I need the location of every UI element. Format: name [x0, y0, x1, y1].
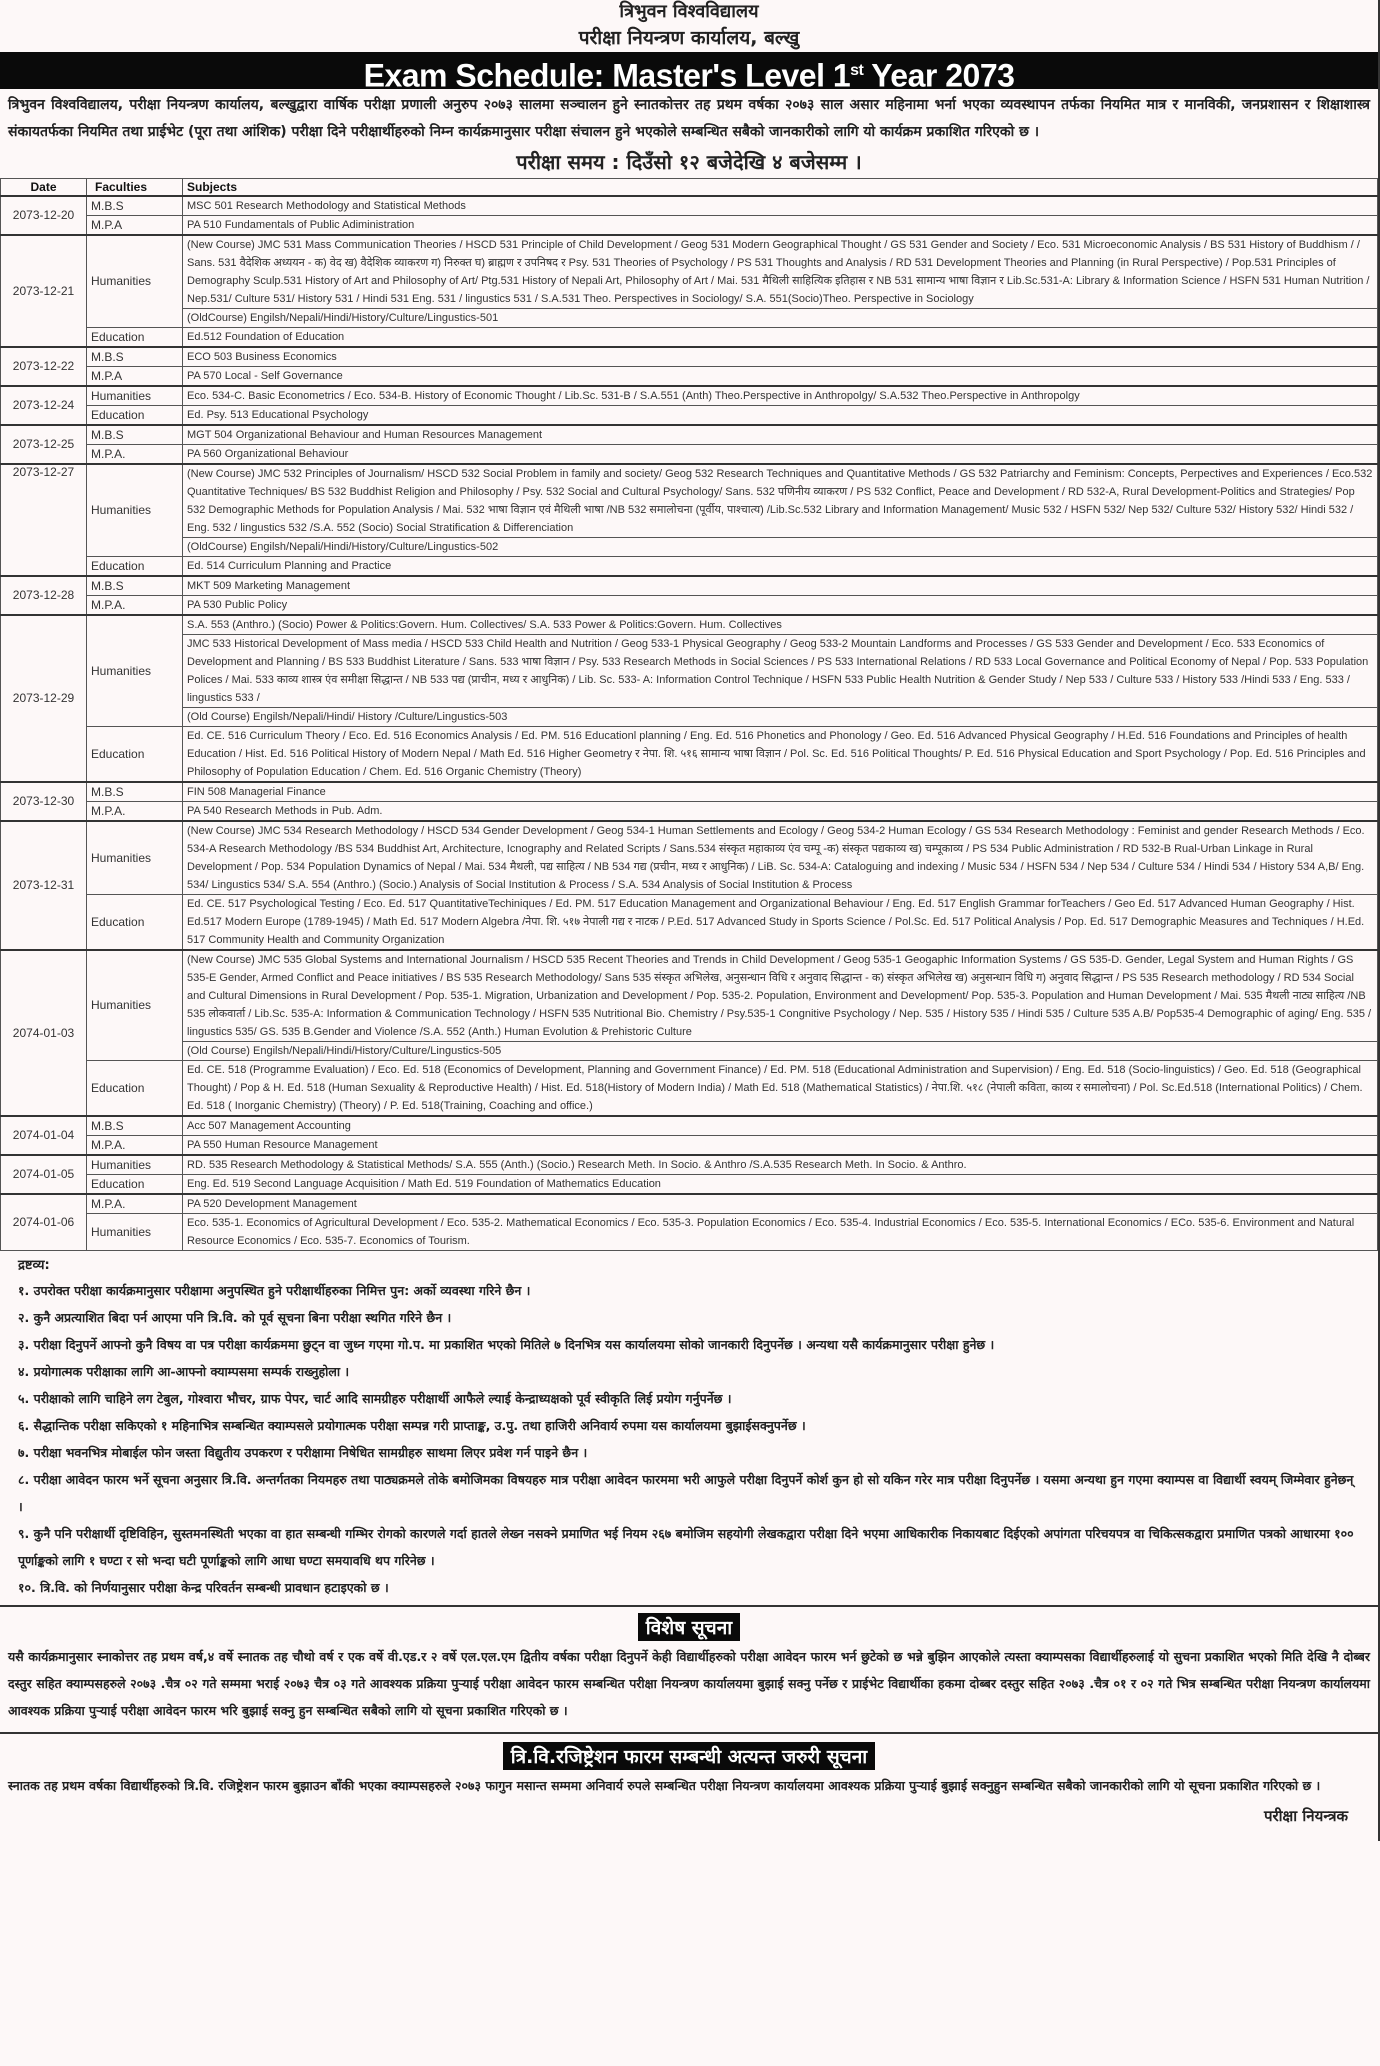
subject-cell: RD. 535 Research Methodology & Statistical Methods/ S.A. 555 (Anth.) (Socio.) Research Meth. In Socio. & Anthro /S.A.535 Research Meth. In Socio. & Anthro. [183, 1155, 1378, 1175]
table-row [1, 556, 1378, 576]
table-header-row [1, 179, 1378, 196]
faculty-cell: M.B.S [87, 425, 183, 445]
subject-cell: (New Course) JMC 532 Principles of Journalism/ HSCD 532 Social Problem in family and society/ Geog 532 Research Techniques and Quantitative Methods / GS 532 Patriarchy and Feminism: Concepts, Perpectives and Experiences / Eco.532 Quantitative Techniques/ BS 532 Buddhist Religion and Philosophy / Psy. 532 Social and Cultural Psychology/ Sans. 532 पणिनीय व्याकरण / PS 532 Conflict, Peace and Development / RD 532-A, Rural Development-Politics and Strategies/ Pop 532 Demographic Methods for Population Analysis / Mai. 532 भाषा विज्ञान एवं मैथिली भाषा /NB 532 समालोचना (पूर्वीय, पाश्चात्य) /Lib.Sc.532 Library and Information Management/ Music 532 / HSFN 532/ Nep 532/ Culture 532/ History 532/ Hindi 532 / Eng. 532 / lingustics 532 /S.A. 552 (Socio) Social Stratification & Differenciation [183, 464, 1378, 538]
table-row [1, 1155, 1378, 1175]
note-item: ७. परीक्षा भवनभित्र मोबाईल फोन जस्ता विद्युतीय उपकरण र परीक्षामा निषेधित सामग्रीहरु साथमा लिएर प्रवेश गर्न पाइने छैन । [18, 1444, 588, 1460]
note-item: ८. परीक्षा आवेदन फारम भर्ने सूचना अनुसार त्रि.वि. अन्तर्गतका नियमहरु तथा पाठ्यक्रमले तोके बमोजिमका विषयहरु मात्र परीक्षा आवेदन फारममा भरी आफुले परीक्षा दिनुपर्ने कोर्श कुन हो सो यकिन गरेर मात्र परीक्षा दिनुपर्नेछ । यसमा अन्यथा हुन गएमा क्याम्पस वा विद्यार्थी स्वयम् जिम्मेवार हुनेछन् । [18, 1471, 1354, 1514]
table-row [1, 576, 1378, 596]
table-row [1, 1116, 1378, 1136]
subject-cell: Acc 507 Management Accounting [183, 1116, 1378, 1136]
note-item: ६. सैद्धान्तिक परीक्षा सकिएको १ महिनाभित्र सम्बन्धित क्याम्पसले प्रयोगात्मक परीक्षा सम्पन्न गरी प्राप्ताङ्क, उ.पु. तथा हाजिरी अनिवार्य रुपमा यस कार्यालयमा बुझाईसक्नुपर्नेछ । [18, 1417, 806, 1433]
table-row [1, 950, 1378, 1042]
faculty-cell: Education [87, 405, 183, 425]
subject-cell: PA 550 Human Resource Management [183, 1135, 1378, 1155]
date-cell: 2073-12-25 [1, 425, 87, 464]
intro-paragraph: त्रिभुवन विश्वविद्यालय, परीक्षा नियन्त्रण कार्यालय, बल्खुद्वारा वार्षिक परीक्षा प्रणाली अनुरुप २०७३ सालमा सञ्चालन हुने स्नातकोत्तर तह प्रथम वर्षका २०७३ साल असार महिनामा भर्ना भएका व्यवस्थापन तर्फका नियमित मात्र र मानविकी, जनप्रशासन र शिक्षाशास्त्र संकायतर्फका नियमित तथा प्राईभेट (पूरा तथा आंशिक) परीक्षा दिने परीक्षार्थीहरुको निम्न कार्यक्रमानुसार परीक्षा संचालन हुने भएकोले सम्बन्धित सबैको जानकारीको लागि यो कार्यक्रम प्रकाशित गरिएको छ । [8, 97, 1370, 140]
faculty-cell: Education [87, 894, 183, 950]
faculty-cell: Education [87, 726, 183, 782]
title-main: Exam Schedule: Master's Level 1 [363, 57, 851, 94]
subject-cell: Ed. CE. 517 Psychological Testing / Eco. Ed. 517 QuantitativeTechiniques / Ed. PM. 517 Education Management and Organizational Behaviour / Eng. Ed. 517 English Grammar forTeachers / Geo Ed. 517 Advanced Human Geography / Hist. Ed.517 Modern Europe (1789-1945) / Math Ed. 517 Modern Algebra /नेपा. शि. ५१७ नेपाली गद्य र नाटक / P.Ed. 517 Advanced Study in Sports Science / Pol.Sc. Ed. 517 Political Analysis / Pop. Ed. 517 Demographic Measures and Techniques / H.Ed. 517 Community Health and Community Organization [183, 894, 1378, 950]
subject-cell: MKT 509 Marketing Management [183, 576, 1378, 596]
table-row [1, 894, 1378, 950]
subject-cell: PA 570 Local - Self Governance [183, 366, 1378, 386]
date-cell: 2073-12-22 [1, 347, 87, 386]
table-row [1, 196, 1378, 216]
note-item: २. कुनै अप्रत्याशित बिदा पर्न आएमा पनि त्रि.वि. को पूर्व सूचना बिना परीक्षा स्थगित गरिने छैन । [18, 1309, 452, 1325]
subject-cell: PA 520 Development Management [183, 1194, 1378, 1214]
table-row [1, 537, 1378, 556]
subject-cell: (Old Course) Engilsh/Nepali/Hindi/History/Culture/Lingustics-505 [183, 1041, 1378, 1060]
special-notice-title: विशेष सूचना [638, 1613, 740, 1641]
table-row [1, 1213, 1378, 1250]
subject-cell: (New Course) JMC 535 Global Systems and International Journalism / HSCD 535 Recent Theories and Trends in Child Development / Geog 535-1 Geogaphic Information Systems / GS 535-D. Gender, Legal System and Human Rights / GS 535-E Gender, Armed Conflict and Peace initiatives / BS 535 Research Methodology/ Sans 535 संस्कृत अभिलेख, अनुसन्धान विधि र अनुवाद सिद्धान्त - क) संस्कृत अभिलेख ख) अनुसन्धान विधि ग) अनुवाद सिद्धान्त / PS 535 Research methodology / RD 534 Social and Cultural Dimensions in Rural Development / Pop. 535-1. Migration, Urbanization and Development / Pop. 535-2. Population, Environment and Development/ Pop. 535-3. Population and Human Development / Mai. 535 मैथली नाट्य साहित्य /NB 535 लोकवार्ता / Lib.Sc. 535-A: Information & Communication Technology / HSFN 535 Nutritional Bio. Chemistry / Psy.535-1 Congnitive Psychology / Nep. 535 / History 535 / Hindi 535 / Culture 535 A.B/ Pop535-4 Demographic of aging/ Eng. 535 / lingustics 535/ GS. 535 B.Gender and Violence /S.A. 552 (Anth.) Human Evolution & Prehistoric Culture [183, 950, 1378, 1042]
table-row [1, 726, 1378, 782]
faculty-cell: M.P.A. [87, 801, 183, 821]
date-cell: 2073-12-27 [1, 464, 87, 576]
date-cell: 2073-12-31 [1, 821, 87, 950]
notes-section [0, 1251, 1378, 1601]
special-notice-heading [0, 1613, 1378, 1641]
section-divider [0, 1732, 1378, 1734]
table-row [1, 366, 1378, 386]
faculty-cell: Education [87, 327, 183, 347]
faculty-cell: Humanities [87, 1155, 183, 1175]
date-cell: 2074-01-04 [1, 1116, 87, 1155]
subject-cell: FIN 508 Managerial Finance [183, 782, 1378, 802]
subject-cell: PA 560 Organizational Behaviour [183, 444, 1378, 464]
subject-cell: JMC 533 Historical Development of Mass media / HSCD 533 Child Health and Nutrition / Geog 533-1 Physical Geography / Geog 533-2 Mountain Landforms and Processes / GS 533 Gender and Development / Eco. 533 Economics of Development and Planning / BS 533 Buddhist Literature / Sans. 533 भाषा विज्ञान / Psy. 533 Research Methods in Social Sciences / PS 533 International Relations / RD 533 Local Governance and Political Economy of Nepal / Pop. 533 Population Polices / Mai. 533 काव्य शास्त्र एंव समीक्षा सिद्धान्त / NB 533 पद्य (प्राचीन, मध्य र आधुनिक) / Lib. Sc. 533- A: Information Control Technique / HSFN 533 Public Health Nutrition & Gender Study / Nep 533 / Culture 533 / History 533 /Hindi 533 / Eng. 533 / lingustics 533 / [183, 634, 1378, 707]
date-cell: 2073-12-30 [1, 782, 87, 821]
table-row [1, 405, 1378, 425]
date-cell: 2073-12-24 [1, 386, 87, 425]
title-year: Year 2073 [863, 57, 1015, 94]
subject-cell: Ed. Psy. 513 Educational Psychology [183, 405, 1378, 425]
subject-cell: Eco. 534-C. Basic Econometrics / Eco. 534-B. History of Economic Thought / Lib.Sc. 531-B / S.A.551 (Anth) Theo.Perspective in Anthropolgy/ S.A.532 Theo.Perspective in Anthropolgy [183, 386, 1378, 406]
date-cell: 2073-12-29 [1, 615, 87, 782]
office-name: परीक्षा नियन्त्रण कार्यालय, बल्खु [578, 27, 800, 49]
table-row [1, 1041, 1378, 1060]
date-cell: 2074-01-06 [1, 1194, 87, 1251]
title-superscript: st [850, 62, 864, 79]
note-item: ५. परीक्षाको लागि चाहिने लग टेबुल, गोश्वारा भौचर, ग्राफ पेपर, चार्ट आदि सामग्रीहरु परीक्षार्थी आफैले ल्याई केन्द्राध्यक्षको पूर्व स्वीकृति लिई प्रयोग गर्नुपर्नेछ । [18, 1390, 732, 1406]
subject-cell: PA 530 Public Policy [183, 595, 1378, 615]
subject-cell: ECO 503 Business Economics [183, 347, 1378, 367]
faculty-cell: Humanities [87, 386, 183, 406]
table-row [1, 801, 1378, 821]
exam-time: परीक्षा समय : दिउँसो १२ बजेदेखि ४ बजेसम्म । [516, 150, 862, 174]
subject-cell: Ed.512 Foundation of Education [183, 327, 1378, 347]
faculty-cell: Education [87, 556, 183, 576]
page-title [0, 52, 1378, 94]
table-row [1, 615, 1378, 635]
table-row [1, 386, 1378, 406]
date-cell: 2073-12-21 [1, 235, 87, 347]
date-cell: 2073-12-28 [1, 576, 87, 615]
note-item: १. उपरोक्त परीक्षा कार्यक्रमानुसार परीक्षामा अनुपस्थित हुने परीक्षार्थीहरुका निमित्त पुन: अर्को व्यवस्था गरिने छैन । [18, 1282, 531, 1298]
faculty-cell: Humanities [87, 950, 183, 1061]
header-date: Date [1, 179, 87, 196]
table-row [1, 1174, 1378, 1194]
faculty-cell: M.B.S [87, 347, 183, 367]
faculty-cell: M.B.S [87, 1116, 183, 1136]
subject-cell: Eng. Ed. 519 Second Language Acquisition / Math Ed. 519 Foundation of Mathematics Education [183, 1174, 1378, 1194]
table-row [1, 215, 1378, 235]
faculty-cell: M.B.S [87, 576, 183, 596]
table-row [1, 444, 1378, 464]
subject-cell: MGT 504 Organizational Behaviour and Human Resources Management [183, 425, 1378, 445]
table-row [1, 235, 1378, 309]
table-row [1, 595, 1378, 615]
faculty-cell: M.P.A. [87, 1135, 183, 1155]
date-cell: 2074-01-03 [1, 950, 87, 1116]
subject-cell: (OldCourse) Engilsh/Nepali/Hindi/History/Culture/Lingustics-501 [183, 308, 1378, 327]
registration-notice-title: त्रि.वि.रजिष्ट्रेशन फारम सम्बन्धी अत्यन्त जरुरी सूचना [503, 1742, 875, 1770]
subject-cell: MSC 501 Research Methodology and Statistical Methods [183, 196, 1378, 216]
subject-cell: (OldCourse) Engilsh/Nepali/Hindi/History/Culture/Lingustics-502 [183, 537, 1378, 556]
faculty-cell: M.B.S [87, 782, 183, 802]
subject-cell: (Old Course) Engilsh/Nepali/Hindi/ History /Culture/Lingustics-503 [183, 707, 1378, 726]
faculty-cell: Humanities [87, 464, 183, 557]
table-row [1, 707, 1378, 726]
table-row [1, 634, 1378, 707]
university-name: त्रिभुवन विश्वविद्यालय [619, 1, 759, 22]
table-row [1, 308, 1378, 327]
table-row [1, 425, 1378, 445]
header-subjects: Subjects [183, 179, 1378, 196]
section-divider [0, 1605, 1378, 1607]
faculty-cell: Education [87, 1174, 183, 1194]
subject-cell: (New Course) JMC 531 Mass Communication Theories / HSCD 531 Principle of Child Development / Geog 531 Modern Geographical Thought / GS 531 Gender and Society / Eco. 531 Microeconomic Analysis / BS 531 History of Buddhism / / Sans. 531 वैदेशिक अध्ययन - क) वेद ख) वैदेशिक व्याकरण ग) निरुक्त घ) ब्राह्मण र उपनिषद र Psy. 531 Theories of Psychology / PS 531 Thoughts and Analysis / RD 531 Development Theories and Planning (in Rural Perspective) / Pop.531 Principles of Demography Sculp.531 History of Art and Philosophy of Art/ Ptg.531 History of Nepali Art, Philosophy of Art / Mai. 531 मैथिली साहित्यिक इतिहास र NB 531 सामान्य भाषा विज्ञान र Lib.Sc.531-A: Library & Information Science / HSFN 531 Human Nutrition / Nep.531/ Culture 531/ History 531 / Hindi 531 Eng. 531 / lingustics 531 / S.A.531 Theo. Perspectives in Sociology/ S.A. 551(Socio)Theo. Perspective in Sociology [183, 235, 1378, 309]
table-row [1, 782, 1378, 802]
registration-notice-text: स्नातक तह प्रथम वर्षका विद्यार्थीहरुको त्रि.वि. रजिष्ट्रेशन फारम बुझाउन बाँकी भएका क्याम्पसहरुले २०७३ फागुन मसान्त सम्ममा अनिवार्य रुपले सम्बन्धित परीक्षा नियन्त्रण कार्यालयमा आवश्यक प्रक्रिया पुऱ्याई बुझाई सक्नुहुन सम्बन्धित सबैको जानकारीको लागि यो सूचना प्रकाशित गरिएको छ । [8, 1777, 1321, 1793]
table-row [1, 347, 1378, 367]
faculty-cell: Education [87, 1060, 183, 1116]
header-faculties: Faculties [87, 179, 183, 196]
faculty-cell: Humanities [87, 235, 183, 328]
subject-cell: Ed. 514 Curriculum Planning and Practice [183, 556, 1378, 576]
registration-notice-heading [0, 1742, 1378, 1770]
faculty-cell: M.B.S [87, 196, 183, 216]
subject-cell: Ed. CE. 516 Curriculum Theory / Eco. Ed. 516 Economics Analysis / Ed. PM. 516 Educationl planning / Eng. Ed. 516 Phonetics and Phonology / Geo. Ed. 516 Advanced Physical Geography / H.Ed. 516 Foundations and Principles of health Education / Hist. Ed. 516 Political History of Modern Nepal / Math Ed. 516 Higher Geometry र नेपा. शि. ५१६ सामान्य भाषा विज्ञान / Pol. Sc. Ed. 516 Political Thoughts/ P. Ed. 516 Physical Education and Sport Psychology / Pop. Ed. 516 Principles and Philosophy of Population Education / Chem. Ed. 516 Organic Chemistry (Theory) [183, 726, 1378, 782]
signature: परीक्षा नियन्त्रक [1264, 1806, 1348, 1825]
note-item: ४. प्रयोगात्मक परीक्षाका लागि आ-आफ्नो क्याम्पसमा सम्पर्क राख्नुहोला । [18, 1363, 350, 1379]
subject-cell: PA 510 Fundamentals of Public Adiministration [183, 215, 1378, 235]
table-row [1, 1060, 1378, 1116]
faculty-cell: M.P.A. [87, 444, 183, 464]
table-row [1, 821, 1378, 895]
faculty-cell: Humanities [87, 615, 183, 727]
subject-cell: Ed. CE. 518 (Programme Evaluation) / Eco. Ed. 518 (Economics of Development, Planning and Government Finance) / Ed. PM. 518 (Educational Administration and Supervision) / Eng. Ed. 518 (Socio-linguistics) / Geo. Ed. 518 (Geographical Thought) / Pop & H. Ed. 518 (Human Sexuality & Reproductive Health) / Hist. Ed. 518(History of Modern India) / Math Ed. 518 (Mathematical Statistics) / नेपा.शि. ५१८ (नेपाली कविता, काव्य र समालोचना) / Pol. Sc.Ed.518 (International Politics) / Chem. Ed. 518 ( Inorganic Chemistry) (Theory) / P. Ed. 518(Training, Coaching and office.) [183, 1060, 1378, 1116]
subject-cell: (New Course) JMC 534 Research Methodology / HSCD 534 Gender Development / Geog 534-1 Human Settlements and Ecology / Geog 534-2 Human Ecology / GS 534 Research Methodology : Feminist and gender Research Methods / Eco. 534-A Research Methodology /BS 534 Buddhist Art, Architecture, Icnography and Related Scripts / Sans.534 संस्कृत महाकाव्य एंव चम्पू -क) संस्कृत पद्यकाव्य ख) चम्पूकाव्य / PS 534 Public Administration / RD 532-B Rual-Urban Linkage in Rural Development / Pop. 534 Population Dynamics of Nepal / Mai. 534 मैथली, पद्य साहित्य / NB 534 गद्य (प्रचीन, मध्य र आधुनिक) / LiB. Sc. 534-A: Cataloguing and indexing / Music 534 / HSFN 534 / Nep 534 / Culture 534 / Hindi 534 / History 534 A,B/ Eng. 534/ Lingustics 534/ S.A. 554 (Anthro.) (Socio.) Analysis of Social Institution & Process / S.A. 534 Analysis of Social Institution & Process [183, 821, 1378, 895]
table-row [1, 1194, 1378, 1214]
faculty-cell: M.P.A. [87, 1194, 183, 1214]
faculty-cell: Humanities [87, 1213, 183, 1250]
table-row [1, 464, 1378, 538]
table-row [1, 327, 1378, 347]
faculty-cell: M.P.A [87, 215, 183, 235]
faculty-cell: M.P.A. [87, 595, 183, 615]
special-notice-text: यसै कार्यक्रमानुसार स्नाकोत्तर तह प्रथम वर्ष,४ वर्षे स्नातक तह चौथो वर्ष र एक वर्षे वी.एड.र २ वर्षे एल.एल.एम द्वितीय वर्षका परीक्षा दिनुपर्ने केही विद्यार्थीहरुको परीक्षा आवेदन फारम भर्न छुटेको छ भन्ने बुझिन आएकोले त्यस्ता क्याम्पसका विद्यार्थीहरुलाई यो सुचना प्रकाशित भएको मिति देखि नै दोब्बर दस्तुर सहित क्याम्पसहरुले २०७३ .चैत्र ०२ गते सम्ममा भराई २०७३ चैत्र ०३ गते आवश्यक प्रक्रिया पुऱ्याई परीक्षा आवेदन फारम सम्बन्धित परीक्षा नियन्त्रण कार्यालयमा बुझाई सक्नु पर्नेछ र प्राईभेट विद्यार्थीका हकमा दोब्बर दस्तुर सहित २०७३ .चैत्र ०१ र ०२ गते भित्र सम्बन्धित परीक्षा नियन्त्रण कार्यालयमा आवश्यक प्रक्रिया पुऱ्याई परीक्षा आवेदन फारम भरि बुझाई सक्नु हुन सम्बन्धित सबैको लागि यो सूचना प्रकाशित गरिएको छ । [8, 1648, 1370, 1718]
note-item: ९. कुनै पनि परीक्षार्थी दृष्टिविहिन, सुस्तमनस्थिती भएका वा हात सम्बन्धी गम्भिर रोगको कारणले गर्दा हातले लेख्न नसक्ने प्रमाणित भई नियम २६७ बमोजिम सहयोगी लेखकद्वारा परीक्षा दिने भएमा आधिकारीक निकायबाट दिईएको अपांगता परिचयपत्र वा चिकित्सकद्वारा प्रमाणित पत्रको आधारमा १०० पूर्णाङ्कको लागि १ घण्टा र सो भन्दा घटी पूर्णाङ्कको लागि आधा घण्टा समयावधि थप गरिनेछ । [18, 1525, 1354, 1568]
date-cell: 2074-01-05 [1, 1155, 87, 1194]
schedule-table [0, 178, 1378, 1251]
table-row [1, 1135, 1378, 1155]
notes-heading: द्रष्टव्य: [18, 1257, 50, 1273]
subject-cell: S.A. 553 (Anthro.) (Socio) Power & Politics:Govern. Hum. Collectives/ S.A. 533 Power & Politics:Govern. Hum. Collectives [183, 615, 1378, 635]
subject-cell: PA 540 Research Methods in Pub. Adm. [183, 801, 1378, 821]
faculty-cell: Humanities [87, 821, 183, 895]
date-cell: 2073-12-20 [1, 196, 87, 235]
faculty-cell: M.P.A [87, 366, 183, 386]
note-item: १०. त्रि.वि. को निर्णयानुसार परीक्षा केन्द्र परिवर्तन सम्बन्धी प्रावधान हटाइएको छ । [18, 1579, 389, 1595]
note-item: ३. परीक्षा दिनुपर्ने आफ्नो कुनै विषय वा पत्र परीक्षा कार्यक्रममा छुट्न वा जुध्न गएमा गो.प. मा प्रकाशित भएको मितिले ७ दिनभित्र यस कार्यालयमा सोको जानकारी दिनुपर्नेछ । अन्यथा यसै कार्यक्रमानुसार परीक्षा हुनेछ । [18, 1336, 995, 1352]
subject-cell: Eco. 535-1. Economics of Agricultural Development / Eco. 535-2. Mathematical Economics / Eco. 535-3. Population Economics / Eco. 535-4. Industrial Economics / Eco. 535-5. International Economics / ECo. 535-6. Environment and Natural Resource Economics / Eco. 535-7. Economics of Tourism. [183, 1213, 1378, 1250]
